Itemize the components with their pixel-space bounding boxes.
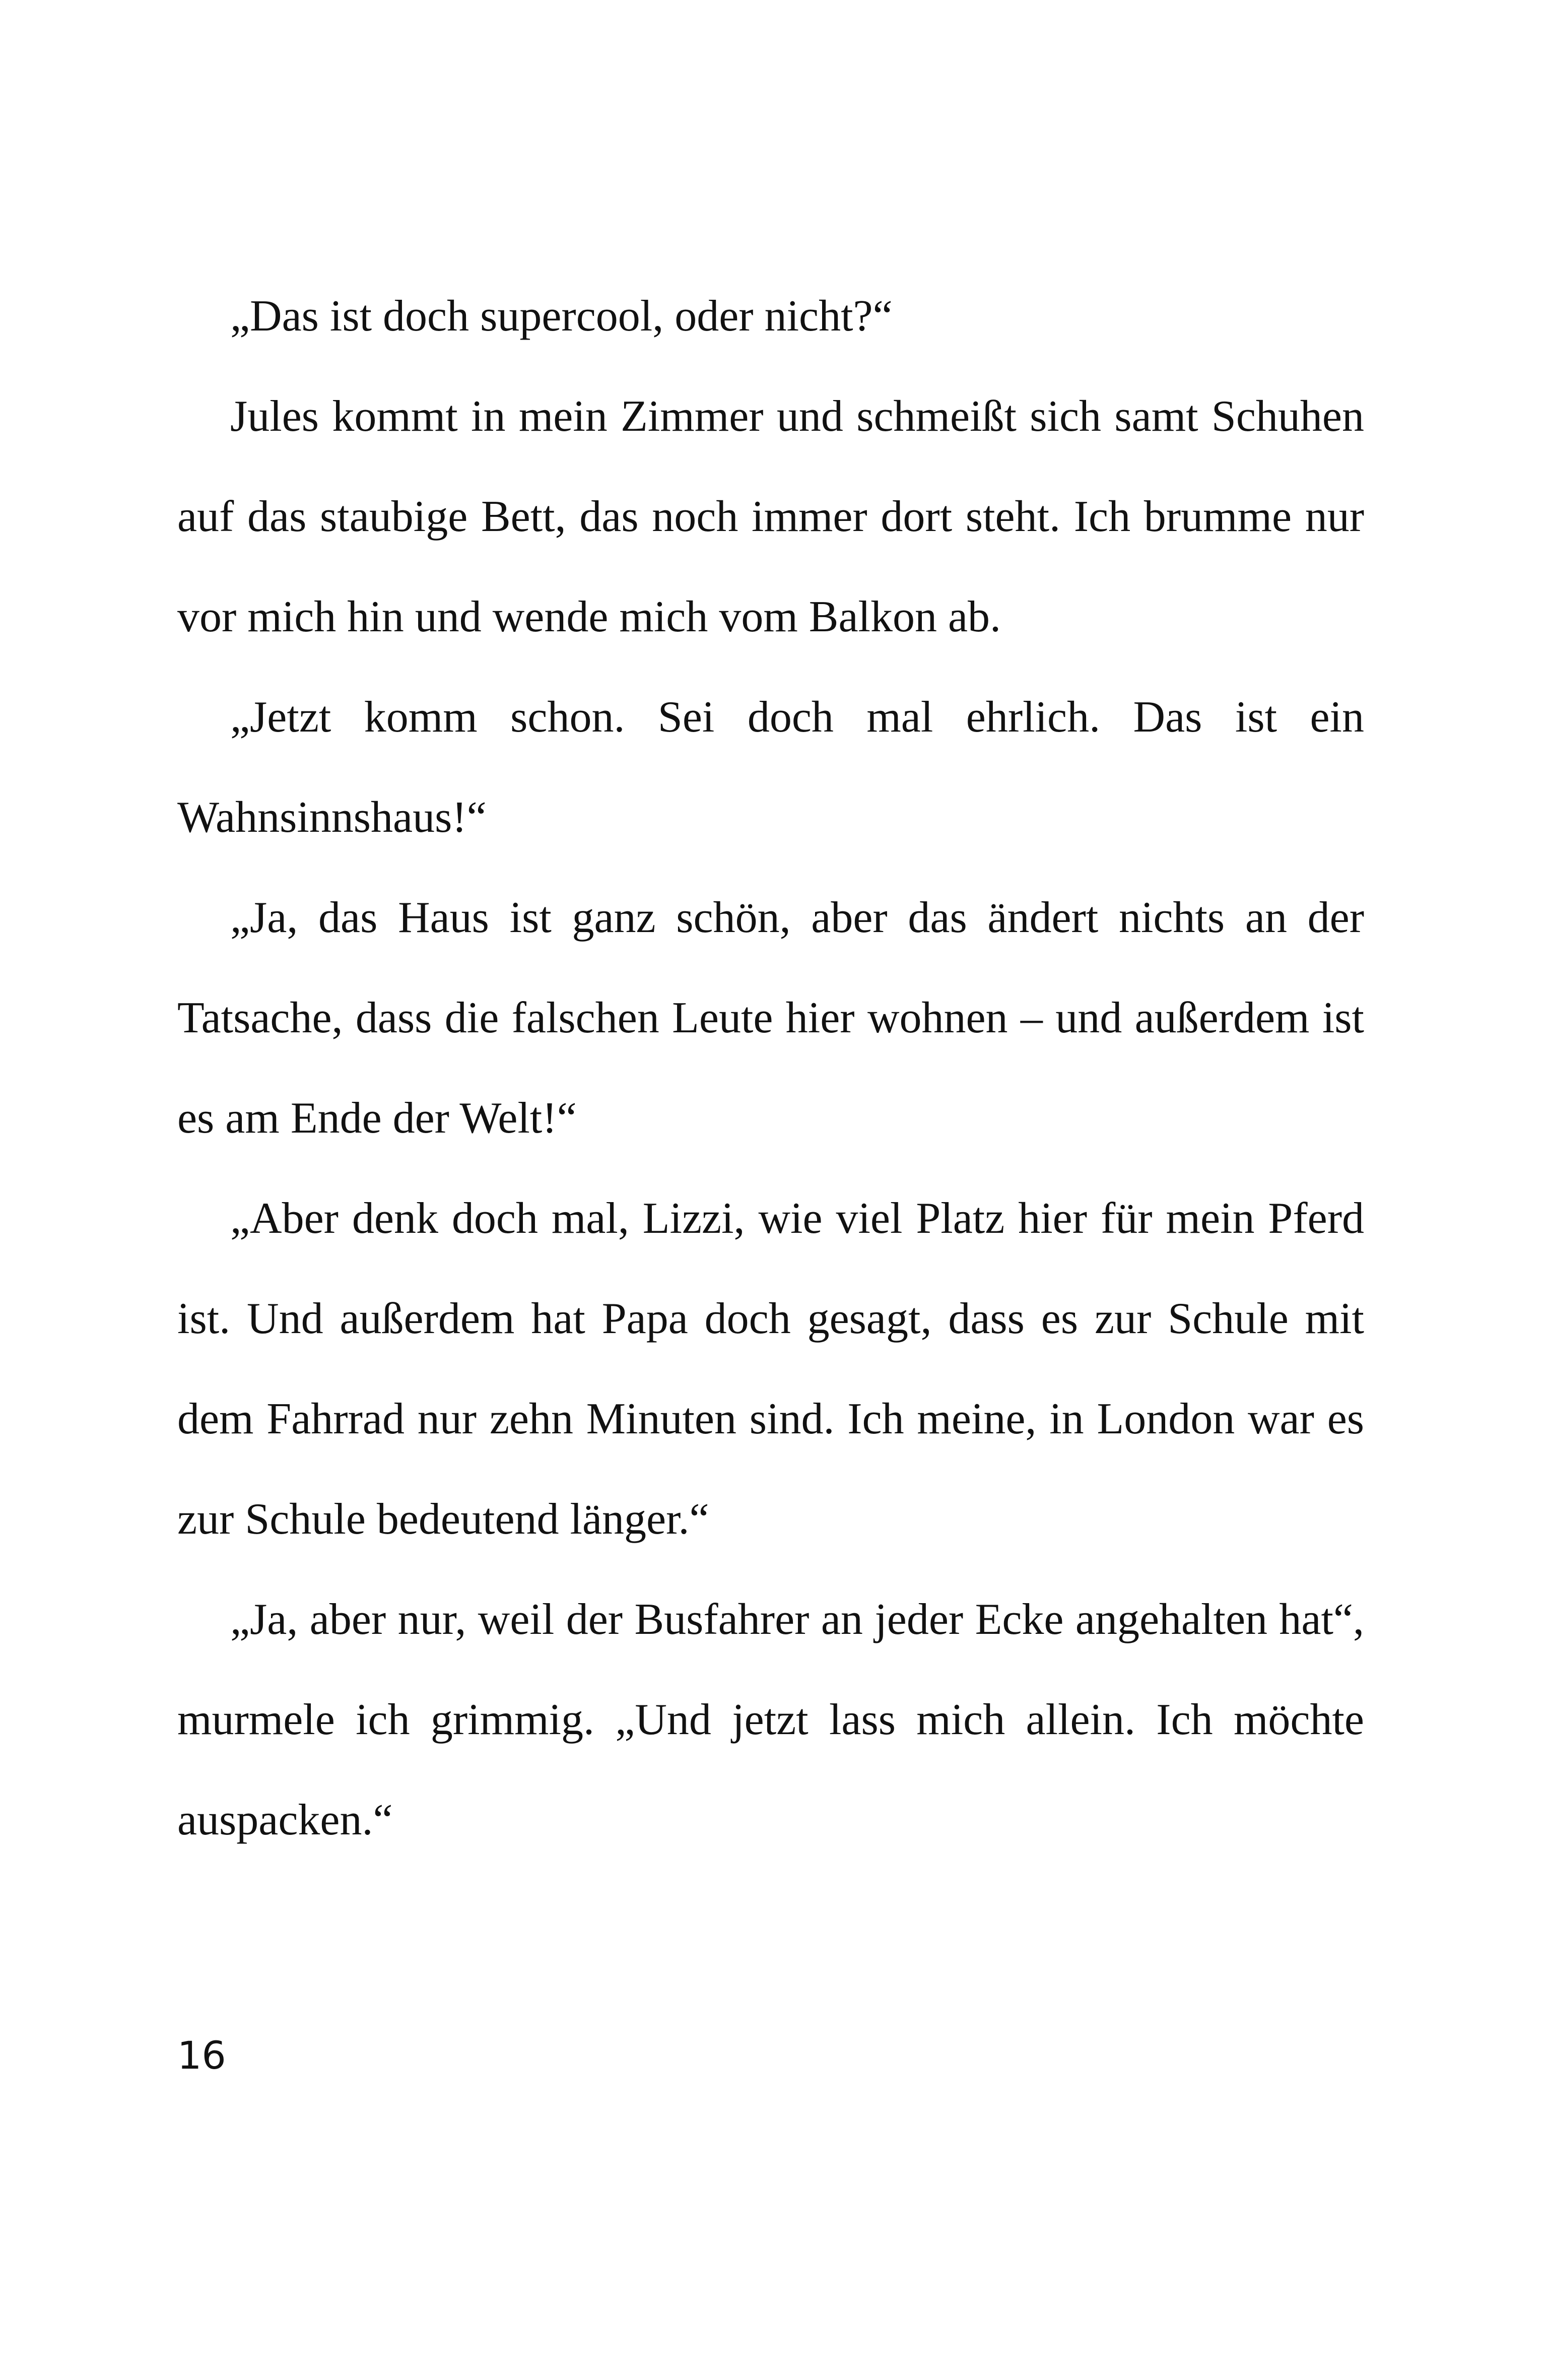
body-text [177,266,1364,1870]
paragraph-6: „Ja, aber nur, weil der Busfahrer an jeder Ecke angehalten hat“, murmele ich grimmig. „Und jetzt lass mich allein. Ich möchte auspacken.“ [177,1595,1364,1844]
page-number: 16 [177,2033,226,2078]
paragraph-3: „Jetzt komm schon. Sei doch mal ehrlich. Das ist ein Wahnsinnshaus!“ [177,693,1364,842]
paragraph-1: „Das ist doch supercool, oder nicht?“ [230,292,893,341]
paragraph-5: „Aber denk doch mal, Lizzi, wie viel Platz hier für mein Pferd ist. Und außerdem hat Papa doch gesagt, dass es zur Schule mit dem Fahrrad nur zehn Minuten sind. Ich meine, in London war es zur Schule bedeutend länger.“ [177,1194,1364,1544]
paragraph-4: „Ja, das Haus ist ganz schön, aber das ändert nichts an der Tatsache, dass die falschen Leute hier wohnen – und außerdem ist es am Ende der Welt!“ [177,893,1364,1143]
paragraph-2: Jules kommt in mein Zimmer und schmeißt sich samt Schuhen auf das staubige Bett, das noch immer dort steht. Ich brumme nur vor mich hin und wende mich vom Balkon ab. [177,392,1364,641]
